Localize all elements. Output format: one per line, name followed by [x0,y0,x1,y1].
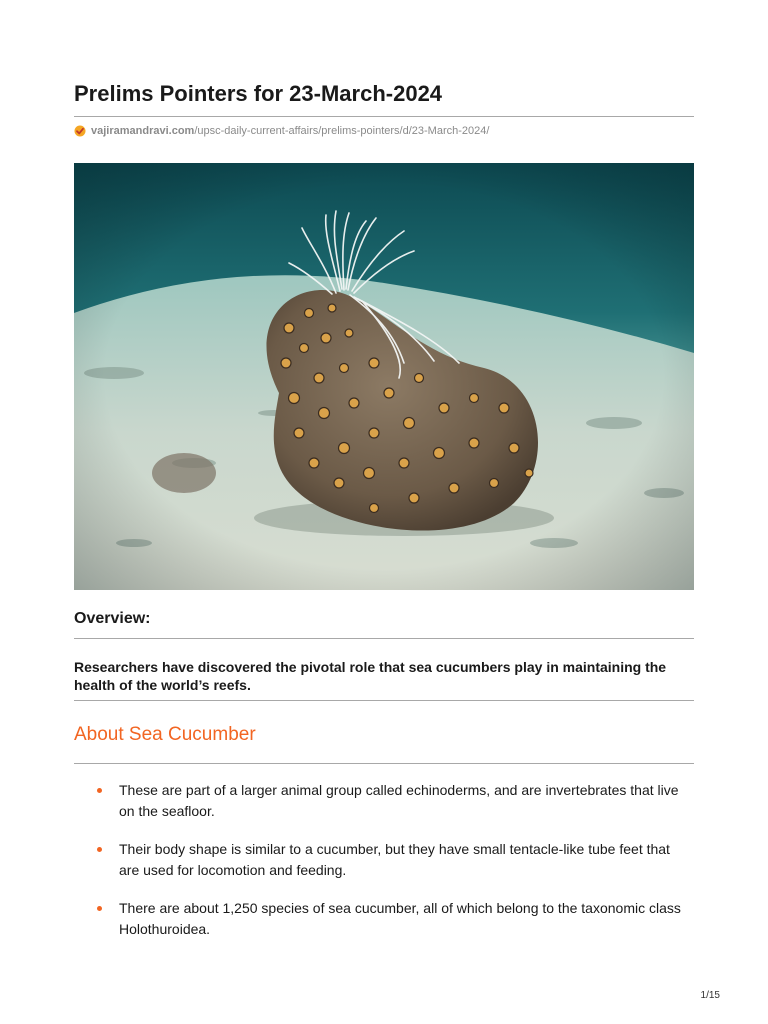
overview-heading: Overview: [74,610,151,627]
section-heading: About Sea Cucumber [74,724,256,745]
source-domain[interactable]: vajiramandravi.com [91,125,195,137]
bullet-dot-icon [97,788,102,793]
source-line[interactable] [74,123,694,139]
list-item-text: These are part of a larger animal group called echinoderms, and are invertebrates that live on the seafloor. [119,781,679,819]
page-title: Prelims Pointers for 23-March-2024 [74,81,443,106]
list-item [74,780,694,822]
site-favicon-icon [74,125,86,137]
title-divider [74,116,694,117]
overview-bottom-divider [74,700,694,701]
list-item-text: Their body shape is similar to a cucumber, but they have small tentacle-like tube feet that are used for locomotion and feeding. [119,840,670,878]
overview-divider [74,638,694,639]
bullet-list [74,780,694,940]
sea-cucumber-photo [74,163,694,590]
bullet-dot-icon [97,906,102,911]
page-content [74,80,694,957]
list-item [74,898,694,940]
source-path[interactable]: /upsc-daily-current-affairs/prelims-pointers/d/23-March-2024/ [194,125,490,137]
section-divider [74,763,694,764]
overview-text: Researchers have discovered the pivotal role that sea cucumbers play in maintaining the health of the world’s reefs. [74,659,667,693]
page-number: 1/15 [700,990,720,1001]
list-item-text: There are about 1,250 species of sea cucumber, all of which belong to the taxonomic class Holothuroidea. [119,899,681,937]
list-item [74,839,694,881]
bullet-dot-icon [97,847,102,852]
